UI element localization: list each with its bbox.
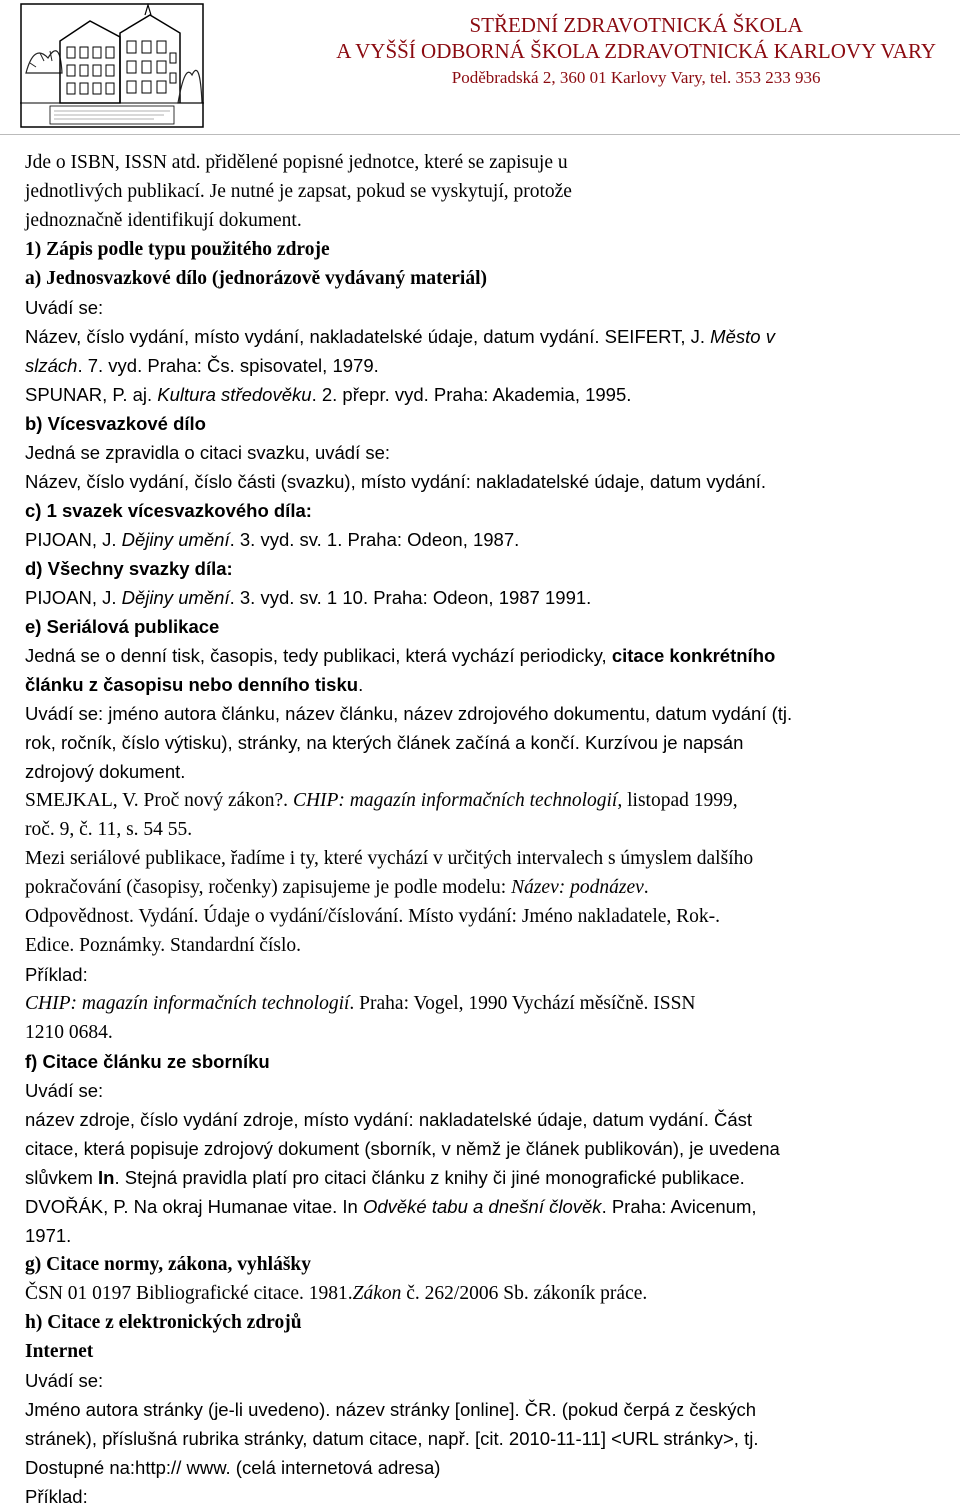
section-b-desc-2: Název, číslo vydání, číslo části (svazku), místo vydání: nakladatelské údaje, datum vydání. xyxy=(25,471,767,492)
section-h-line-3: Dostupné na:http:// www. (celá internetová adresa) xyxy=(25,1457,441,1478)
section-b-desc-1: Jedná se zpravidla o citaci svazku, uvádí se: xyxy=(25,442,391,463)
intro-line-3: jednoznačně identifikují dokument. xyxy=(25,210,302,231)
heading-internet: Internet xyxy=(25,1341,94,1362)
citation-pijoan-2: PIJOAN, J. Dějiny umění. 3. vyd. sv. 1 10. Praha: Odeon, 1987 1991. xyxy=(25,587,592,608)
citation-smejkal-1: SMEJKAL, V. Proč nový zákon?. CHIP: magazín informačních technologií, listopad 1999, xyxy=(25,790,738,811)
uvadi-se-f: Uvádí se: xyxy=(25,1080,104,1101)
page-header xyxy=(0,0,960,135)
section-e-uvadi-3: zdrojový dokument. xyxy=(25,761,186,782)
serial-line-2: pokračování (časopisy, ročenky) zapisujeme je podle modelu: Název: podnázev. xyxy=(25,877,649,898)
header-divider xyxy=(0,134,960,135)
section-e-desc-1: Jedná se o denní tisk, časopis, tedy publikaci, která vychází periodicky, citace konkrétního xyxy=(25,645,776,666)
citation-smejkal-2: roč. 9, č. 11, s. 54 55. xyxy=(25,819,193,840)
section-e-uvadi-2: rok, ročník, číslo výtisku), stránky, na kterých článek začíná a končí. Kurzívou je napsán xyxy=(25,732,744,753)
intro-line-1: Jde o ISBN, ISSN atd. přidělené popisné jednotce, které se zapisuje u xyxy=(25,152,568,173)
heading-e: e) Seriálová publikace xyxy=(25,616,220,637)
school-name-block xyxy=(336,12,936,92)
section-h-line-1: Jméno autora stránky (je-li uvedeno). název stránky [online]. ČR. (pokud čerpá z českých xyxy=(25,1399,757,1420)
section-f-line-2: citace, která popisuje zdrojový dokument (sborník, v němž je článek publikován), je uvedena xyxy=(25,1138,780,1159)
heading-c: c) 1 svazek vícesvazkového díla: xyxy=(25,500,312,521)
school-building-logo xyxy=(20,3,204,128)
heading-d: d) Všechny svazky díla: xyxy=(25,558,233,579)
section-f-line-3: slůvkem In. Stejná pravidla platí pro citaci článku z knihy či jiné monografické publikace. xyxy=(25,1167,745,1188)
school-name-line1: STŘEDNÍ ZDRAVOTNICKÁ ŠKOLA xyxy=(469,13,803,37)
section-a-desc-cont: slzách. 7. vyd. Praha: Čs. spisovatel, 1979. xyxy=(25,355,379,376)
uvadi-se-h: Uvádí se: xyxy=(25,1370,104,1391)
section-a-desc: Název, číslo vydání, místo vydání, nakladatelské údaje, datum vydání. SEIFERT, J. Město v xyxy=(25,326,775,347)
citation-dvorak-1: DVOŘÁK, P. Na okraj Humanae vitae. In Odvěké tabu a dnešní člověk. Praha: Avicenum, xyxy=(25,1196,757,1217)
citation-chip-2: 1210 0684. xyxy=(25,1022,113,1043)
serial-line-3: Odpovědnost. Vydání. Údaje o vydání/číslování. Místo vydání: Jméno nakladatele, Rok-. xyxy=(25,906,721,927)
heading-h: h) Citace z elektronických zdrojů xyxy=(25,1312,302,1333)
section-e-uvadi-1: Uvádí se: jméno autora článku, název článku, název zdrojového dokumentu, datum vydání (tj. xyxy=(25,703,793,724)
section-e-desc-2: článku z časopisu nebo denního tisku. xyxy=(25,674,364,695)
intro-line-2: jednotlivých publikací. Je nutné je zapsat, pokud se vyskytují, protože xyxy=(25,181,572,202)
serial-line-4: Edice. Poznámky. Standardní číslo. xyxy=(25,935,302,956)
document-body xyxy=(25,148,940,1511)
citation-chip-1: CHIP: magazín informačních technologií. Praha: Vogel, 1990 Vychází měsíčně. ISSN xyxy=(25,993,696,1014)
citation-csn: ČSN 01 0197 Bibliografické citace. 1981.Zákon č. 262/2006 Sb. zákoník práce. xyxy=(25,1283,648,1304)
priklad-label: Příklad: xyxy=(25,964,88,985)
priklad-label-2: Příklad: xyxy=(25,1486,88,1507)
citation-spunar: SPUNAR, P. aj. Kultura středověku. 2. přepr. vyd. Praha: Akademia, 1995. xyxy=(25,384,632,405)
uvadi-se-a: Uvádí se: xyxy=(25,297,104,318)
heading-b: b) Vícesvazkové dílo xyxy=(25,413,206,434)
heading-g: g) Citace normy, zákona, vyhlášky xyxy=(25,1254,312,1275)
section-h-line-2: stránek), příslušná rubrika stránky, datum citace, např. [cit. 2010-11-11] <URL stránky>, tj. xyxy=(25,1428,759,1449)
citation-dvorak-2: 1971. xyxy=(25,1225,72,1246)
heading-zapis: 1) Zápis podle typu použitého zdroje xyxy=(25,239,330,260)
citation-pijoan-1: PIJOAN, J. Dějiny umění. 3. vyd. sv. 1. Praha: Odeon, 1987. xyxy=(25,529,520,550)
serial-line-1: Mezi seriálové publikace, řadíme i ty, které vychází v určitých intervalech s úmyslem dalšího xyxy=(25,848,754,869)
heading-f: f) Citace článku ze sborníku xyxy=(25,1051,270,1072)
school-address: Poděbradská 2, 360 01 Karlovy Vary, tel. 353 233 936 xyxy=(451,68,821,87)
section-f-line-1: název zdroje, číslo vydání zdroje, místo vydání: nakladatelské údaje, datum vydání. Část xyxy=(25,1109,753,1130)
heading-a: a) Jednosvazkové dílo (jednorázově vydávaný materiál) xyxy=(25,268,488,289)
school-name-line2: A VYŠŠÍ ODBORNÁ ŠKOLA ZDRAVOTNICKÁ KARLOVY VARY xyxy=(336,39,936,63)
